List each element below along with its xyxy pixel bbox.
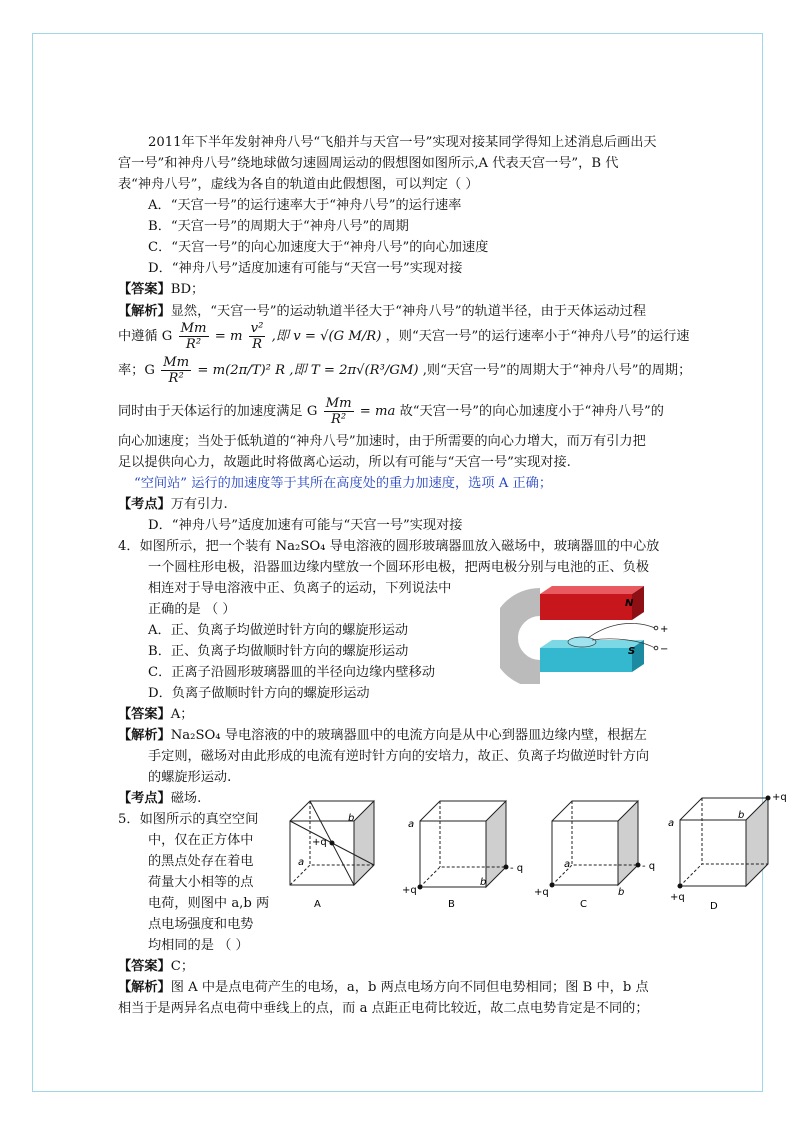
q3-answer: [118, 281, 204, 299]
cube-front: [420, 821, 486, 887]
q3-analysis-5: 向心加速度；当处于低轨道的“神舟八号”加速时，由于所需要的向心力增大，而万有引力把: [118, 434, 646, 449]
answer-tag: 【答案】: [118, 959, 171, 974]
formula: $\frac{Mm}{\text{R²}}$: [163, 355, 190, 386]
charge-label: +q: [534, 887, 549, 898]
q4-analysis-2: 手定则，磁场对由此形成的电流有逆时针方向的安培力，故正、负离子均做逆时针方向: [148, 749, 650, 764]
cube-front: [680, 820, 746, 886]
q5-stem-line-7: 均相同的是 （ ）: [148, 938, 249, 953]
q5-analysis-2: 相当于是两异名点电荷中垂线上的点，而 a 点距正电荷比较近，故二点电势肯定是不同的；: [118, 1001, 649, 1016]
label-n: N: [625, 598, 634, 609]
point-text: 万有引力.: [170, 497, 228, 512]
analysis-text: 显然，“天宫一号”的运动轨道半径大于“神舟八号”的轨道半径，由于天体运动过程: [170, 304, 647, 319]
answer-value: A；: [170, 707, 194, 722]
charge-dot: [330, 841, 335, 846]
charge-label: +q: [772, 792, 787, 803]
cube-caption: A: [314, 899, 321, 910]
q3-option-a: A．“天宫一号”的运行速率大于“神舟八号”的运行速率: [148, 198, 462, 213]
analysis-tag: 【解析】: [118, 304, 171, 319]
analysis-text: ,则“天宫一号”的周期大于“神舟八号”的周期；: [422, 363, 692, 378]
analysis-text: 图 A 中是点电荷产生的电场，a，b 两点电场方向不同但电势相同；图 B 中，b 点: [170, 980, 649, 995]
charge-label: +q: [670, 892, 685, 903]
q3-analysis-6: 足以提供向心力，故题此时将做离心运动，所以有可能与“天宫一号”实现对接.: [118, 455, 571, 470]
analysis-text: 率；G: [118, 363, 155, 378]
q5-stem-line-1: 5．如图所示的真空空间: [118, 812, 259, 827]
magnet-south-pole: [540, 648, 632, 672]
q4-option-d: D．负离子做顺时针方向的螺旋形运动: [148, 686, 370, 701]
label-plus: +: [660, 624, 669, 635]
charge-dot: [504, 865, 509, 870]
q4-point: [118, 790, 201, 808]
q3-analysis-2: 中遵循 G $\frac{Mm}{\text{R²}}$ = m $\frac{\text{v²}}{R}$ ,即 v = √(G M/R) ，则“天宫一号”的运行速率小于“神舟八号”的运行速: [118, 321, 690, 352]
q4-option-c: C．正离子沿圆形玻璃器皿的半径向边缘内壁移动: [148, 665, 436, 680]
glass-dish: [568, 637, 596, 647]
q3-point: [118, 496, 228, 514]
q5-analysis-1: [118, 979, 649, 997]
cube-side: [618, 801, 638, 885]
q4-option-a: A．正、负离子均做逆时针方向的螺旋形运动: [148, 623, 409, 638]
cube-caption: C: [580, 899, 587, 910]
q4-stem-line-3: 相连对于导电溶液中正、负离子的运动，下列说法中: [148, 581, 452, 596]
charge-dot: [636, 863, 641, 868]
cube-caption: B: [448, 899, 455, 910]
q3-analysis-4: 同时由于天体运行的加速度满足 G $\frac{Mm}{\text{R²}}$ = ma 故“天宫一号”的向心加速度小于“神舟八号”的: [118, 396, 664, 427]
point-a-label: a: [408, 819, 415, 830]
answer-value: C；: [170, 959, 195, 974]
point-b-label: b: [738, 810, 745, 821]
analysis-text: 同时由于天体运行的加速度满足 G: [118, 404, 318, 419]
magnet-figure: [500, 582, 680, 684]
cube-side: [354, 801, 374, 885]
q5-stem-line-2: 中，仅在正方体中: [148, 833, 254, 848]
cube-front: [290, 821, 354, 885]
q3-option-d: D．“神舟八号”适度加速有可能与“天宫一号”实现对接: [148, 261, 463, 276]
cube-a: [284, 795, 414, 915]
formula: $\frac{Mm}{\text{R²}}$: [325, 396, 352, 427]
q4-stem-line-1: 4．如图所示，把一个装有 Na₂SO₄ 导电溶液的圆形玻璃器皿放入磁场中，玻璃器皿的中心放: [118, 539, 660, 554]
cube-caption: D: [710, 901, 718, 912]
q5-stem-line-3: 的黑点处存在着电: [148, 854, 254, 869]
q4-stem-line-2: 一个圆柱形电极，沿器皿边缘内壁放一个圆环形电极，把两电极分别与电池的正、负极: [148, 560, 650, 575]
q4-analysis-1: [118, 727, 647, 745]
magnet-bend: [504, 602, 540, 674]
answer-tag: 【答案】: [118, 282, 171, 297]
q3-repeat-option: D．“神舟八号”适度加速有可能与“天宫一号”实现对接: [148, 518, 463, 533]
formula: $\frac{\text{v²}}{R}$: [250, 321, 264, 352]
analysis-text: 故“天宫一号”的向心加速度小于“神舟八号”的: [399, 404, 664, 419]
point-b-label: b: [348, 813, 355, 824]
q3-analysis-3: 率；G $\frac{Mm}{\text{R²}}$ = m(2π/T)² R ,即 T = 2π√(R³/GM) ,则“天宫一号”的周期大于“神舟八号”的周期；: [118, 355, 692, 386]
point-a-label: a: [668, 818, 675, 829]
point-text: 磁场.: [170, 791, 202, 806]
analysis-text: 中遵循 G: [118, 329, 173, 344]
q5-answer: [118, 958, 194, 976]
q3-option-c: C．“天宫一号”的向心加速度大于“神舟八号”的向心加速度: [148, 240, 489, 255]
point-b-label: b: [618, 887, 625, 898]
q5-stem-line-5: 电荷，则图中 a,b 两: [148, 896, 270, 911]
wire-positive: [588, 623, 655, 638]
q3-analysis-1: [118, 303, 646, 321]
cube-c: [528, 795, 658, 915]
point-a-label: a: [564, 859, 571, 870]
point-tag: 【考点】: [118, 791, 171, 806]
point-tag: 【考点】: [118, 497, 171, 512]
charge-dot: [766, 796, 771, 801]
charge-dot: [418, 885, 423, 890]
charge-label: +q: [402, 885, 417, 896]
q4-option-b: B．正、负离子均做顺时针方向的螺旋形运动: [148, 644, 409, 659]
formula: $\frac{Mm}{\text{R²}}$: [180, 321, 207, 352]
magnet-north-pole: [540, 594, 632, 620]
q3-option-b: B．“天宫一号”的周期大于“神舟八号”的周期: [148, 219, 409, 234]
charge-label: +q: [312, 837, 327, 848]
analysis-text: Na₂SO₄ 导电溶液的中的玻璃器皿中的电流方向是从中心到器皿边缘内壁，根据左: [170, 728, 647, 743]
cube-b: [400, 795, 530, 915]
analysis-text: ，则“天宫一号”的运行速率小于“神舟八号”的运行速: [385, 329, 690, 344]
q3-blue-note: “空间站” 运行的加速度等于其所在高度处的重力加速度，选项 A 正确；: [134, 476, 553, 491]
q5-stem-line-6: 点电场强度和电势: [148, 917, 254, 932]
analysis-tag: 【解析】: [118, 980, 171, 995]
label-minus: −: [660, 644, 669, 655]
charge-dot: [678, 884, 683, 889]
q3-stem-line-1: 2011年下半年发射神舟八号“飞船并与天宫一号”实现对接某同学得知上述消息后画出天: [148, 135, 657, 150]
answer-value: BD；: [170, 282, 205, 297]
point-b-label: b: [480, 877, 487, 888]
answer-tag: 【答案】: [118, 707, 171, 722]
charge-label: - q: [642, 861, 656, 872]
q3-stem-line-3: 表“神舟八号”，虚线为各自的轨道由此假想图，可以判定（ ）: [118, 177, 479, 192]
cube-side: [746, 798, 768, 886]
analysis-tag: 【解析】: [118, 728, 171, 743]
cube-side: [486, 801, 506, 887]
charge-label: - q: [510, 863, 524, 874]
label-s: S: [628, 646, 636, 657]
q4-analysis-3: 的螺旋形运动.: [148, 770, 232, 785]
q3-stem-line-2: 宫一号”和神舟八号”绕地球做匀速圆周运动的假想图如图所示,A 代表天宫一号”，B 代: [118, 156, 619, 171]
point-a-label: a: [298, 857, 305, 868]
cube-d: [654, 780, 794, 915]
q5-stem-line-4: 荷量大小相等的点: [148, 875, 254, 890]
magnet-top-face: [540, 586, 644, 594]
q4-answer: [118, 706, 193, 724]
cube-front: [552, 821, 618, 885]
q4-stem-line-4: 正确的是 （ ）: [148, 602, 236, 617]
charge-dot: [550, 883, 555, 888]
